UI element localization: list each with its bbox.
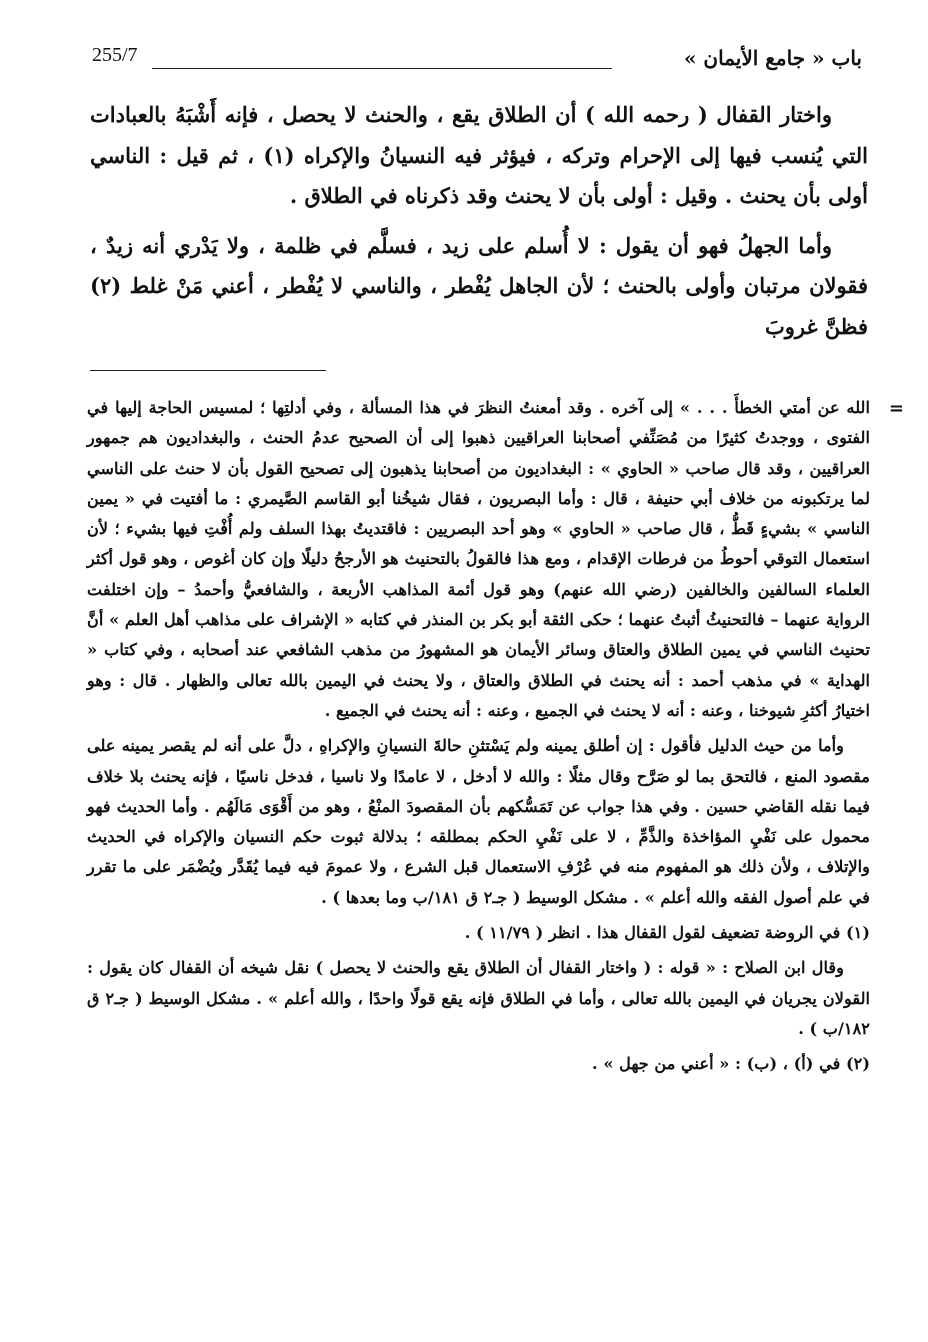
footnote-divider	[90, 370, 326, 371]
footnote-paragraph: وقال ابن الصلاح : « قوله : ( واختار القفال أن الطلاق يقع والحنث لا يحصل ) نقل شيخه أن القفال كان يقول : القولان يجريان في اليمين بالله تعالى ، وأما في الطلاق فإنه يقع قولًا واحدًا ، والله أعلم » . مشكل الوسيط ( جـ٢ ق ١٨٢/ب ) .	[87, 958, 870, 1038]
main-text	[90, 95, 868, 356]
footnote-2: (٢) في (أ) ، (ب) : « أعني من جهل » .	[592, 1054, 870, 1074]
main-paragraph: وأما الجهلُ فهو أن يقول : لا أُسلم على زيد ، فسلَّم في ظلمة ، ولا يَدْري أنه زيدٌ ، فقولان مرتبان وأولى بالحنث ؛ لأن الجاهل يُفْطر ، والناسي لا يُفْطر ، أعني مَنْ غلط (٢) فظنَّ غروبَ	[90, 232, 868, 339]
footnote-continuation-mark: =	[888, 398, 904, 419]
footnotes	[87, 393, 870, 1085]
footnote-paragraph: وأما من حيث الدليل فأقول : إن أطلق يمينه ولم يَسْتثنِ حالةَ النسيانِ والإكراهِ ، دلَّ على أنه لم يقصر يمينه على مقصود المنع ، فالتحق بما لو صَرَّح وقال مثلًا : والله لا أدخل ، لا عامدًا ولا ناسيا ، فدخل ناسيًا ، فإنه يحنث بلا خلاف فيما نقله القاضي حسين . وفي هذا جواب عن تَمَسُّكهم بأن المقصودَ المنْعُ ، وهو من أَقْوَى مَالَهُم . وأما الحديث فهو محمول على نَفْيِ المؤاخذة والذَّمِّ ، لا على نَفْيِ الحكم بمطلقه ؛ بدلالة ثبوت حكم النسيان والإكراه في الحديث والإتلاف ، ولأن ذلك هو المفهوم منه في عُرْفِ الاستعمال قبل الشرع ، ولا عمومَ فيه فيما يُقَدَّر ويُضْمَر على ما تقرر في علم أصول الفقه والله أعلم » . مشكل الوسيط ( جـ٢ ق ١٨١/ب وما بعدها ) .	[87, 736, 870, 907]
footnote-1: (١) في الروضة تضعيف لقول القفال هذا . انظر ( ١١/٧٩ ) .	[464, 923, 870, 943]
header-rule	[152, 68, 612, 69]
page-number: 255/7	[92, 44, 138, 66]
footnote-paragraph: الله عن أمتي الخطأَ . . . » إلى آخره . وقد أمعنتُ النظرَ في هذا المسألة ، وفي أدلتِها ؛ لمسيس الحاجة إليها في الفتوى ، ووجدتُ كثيرًا من مُصَنِّفي أصحابنا العراقيين ذهبوا إلى أن الصحيح عدمُ الحنث ، والبغداديون هم جمهور العراقيين ، وقد قال صاحب « الحاوي » : البغداديون من أصحابنا يذهبون إلى تصحيح القول بأن لا حنث على الناسي لما يرتكبونه من خلاف أبي حنيفة ، قال : وأما البصريون ، فقال شيخُنا أبو القاسم الصَّيمري : ما أفتيت في « يمين الناسي » بشيءٍ قَطُّ ، قال صاحب « الحاوي » وهو أحد البصريين : فاقتديتُ بهذا السلف ولم أُفْتِ فيها بشيء ؛ لأن استعمال التوقي أحوطُ من فرطات الإقدام ، ومع هذا فالقولُ بالتحنيث هو الأرجحُ دليلًا وإن كان أغوص ، وهو قول أكثر العلماء السالفين والخالفين (رضي الله عنهم) وهو قول أئمة المذاهب الأربعة ، والشافعيُّ وأحمدُ – وإن اختلفت الرواية عنهما – فالتحنيثُ أثبتُ عنهما ؛ حكى الثقة أبو بكر بن المنذر في كتابه « الإشراف على مذاهب أهل العلم » أنَّ تحنيث الناسي في يمين الطلاق والعتاق وسائر الأيمان هو المشهورُ من مذهب الشافعي عند أصحابه ، وفي كتاب « الهداية » في مذهب أحمد : أنه يحنث في الطلاق والعتاق ، ولا يحنث في اليمين بالله تعالى والظهار . قال : وهو اختيارُ أكثرِ شيوخنا ، وعنه : أنه لا يحنث في الجميع ، وعنه : أنه يحنث في الجميع .	[87, 398, 870, 720]
main-paragraph: واختار القفال ( رحمه الله ) أن الطلاق يقع ، والحنث لا يحصل ، فإنه أَشْبَهُ بالعبادات التي يُنسب فيها إلى الإحرام وتركه ، فيؤثر فيه النسيانُ والإكراه (١) ، ثم قيل : الناسي أولى بأن يحنث . وقيل : أولى بأن لا يحنث وقد ذكرناه في الطلاق .	[90, 102, 868, 208]
running-header	[92, 42, 862, 78]
chapter-title: باب « جامع الأيمان »	[683, 46, 862, 70]
